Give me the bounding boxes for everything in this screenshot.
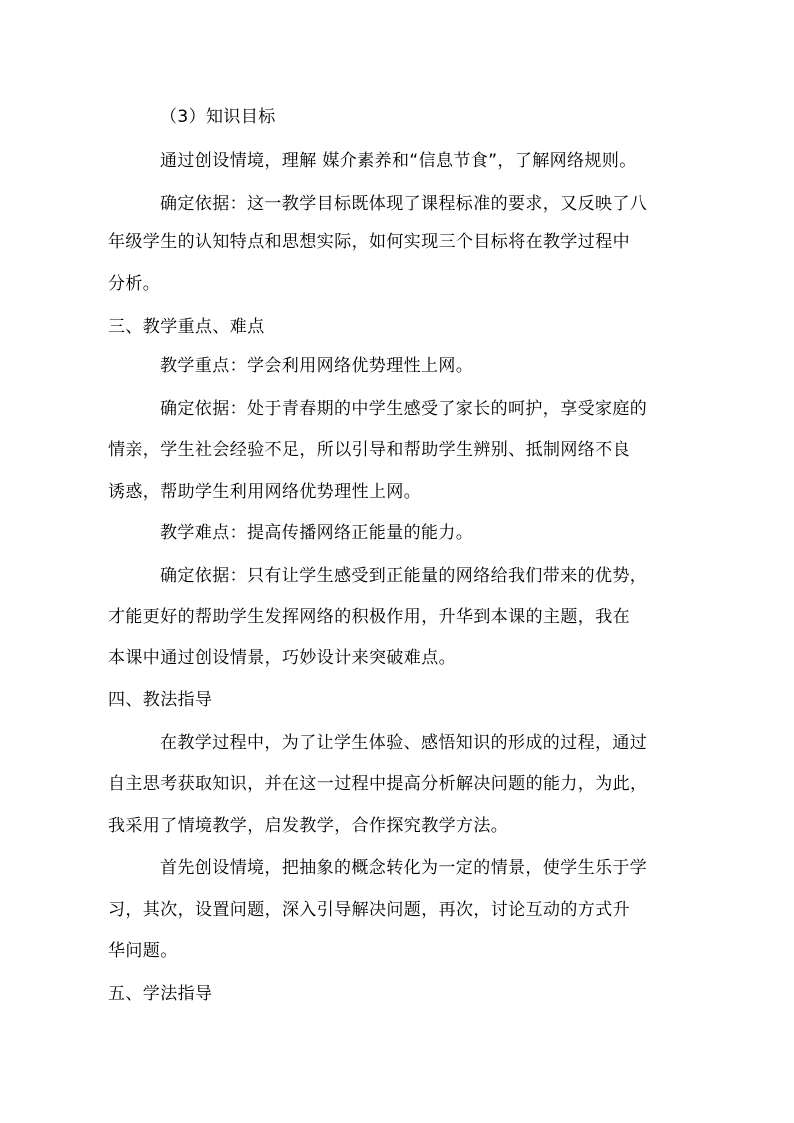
paragraph-line: 年级学生的认知特点和思想实际，如何实现三个目标将在教学过程中 <box>108 232 630 252</box>
paragraph-line: 分析。 <box>108 274 161 294</box>
paragraph-line: 确定依据：处于青春期的中学生感受了家长的呵护，享受家庭的 <box>160 399 648 419</box>
paragraph-line: 自主思考获取知识，并在这一过程中提高分析解决问题的能力，为此， <box>108 774 648 794</box>
paragraph-line: 华问题。 <box>108 941 178 961</box>
subheading-knowledge-goal: （3）知识目标 <box>160 107 276 127</box>
paragraph-line: 才能更好的帮助学生发挥网络的积极作用，升华到本课的主题，我在 <box>108 607 630 627</box>
paragraph-line: 确定依据：只有让学生感受到正能量的网络给我们带来的优势， <box>160 566 648 586</box>
paragraph-line: 教学难点：提高传播网络正能量的能力。 <box>160 523 474 543</box>
section-heading-key-points: 三、教学重点、难点 <box>108 317 265 337</box>
paragraph-line: 情亲，学生社会经验不足，所以引导和帮助学生辨别、抵制网络不良 <box>108 440 630 460</box>
paragraph-line: 首先创设情境，把抽象的概念转化为一定的情景，使学生乐于学 <box>160 858 648 878</box>
paragraph-line: 我采用了情境教学，启发教学，合作探究教学方法。 <box>108 816 509 836</box>
section-heading-learning-method: 五、学法指导 <box>108 984 213 1004</box>
paragraph-line: 诱惑，帮助学生利用网络优势理性上网。 <box>108 482 422 502</box>
paragraph-line: 习，其次，设置问题，深入引导解决问题，再次，讨论互动的方式升 <box>108 900 630 920</box>
section-heading-teaching-method: 四、教法指导 <box>108 690 213 710</box>
paragraph-line: 在教学过程中，为了让学生体验、感悟知识的形成的过程，通过 <box>160 733 648 753</box>
paragraph-line: 确定依据：这一教学目标既体现了课程标准的要求，又反映了八 <box>160 194 648 214</box>
paragraph-line: 本课中通过创设情景，巧妙设计来突破难点。 <box>108 648 456 668</box>
paragraph-line: 通过创设情境，理解 媒介素养和“信息节食”，了解网络规则。 <box>160 151 637 171</box>
paragraph-line: 教学重点：学会利用网络优势理性上网。 <box>160 356 474 376</box>
